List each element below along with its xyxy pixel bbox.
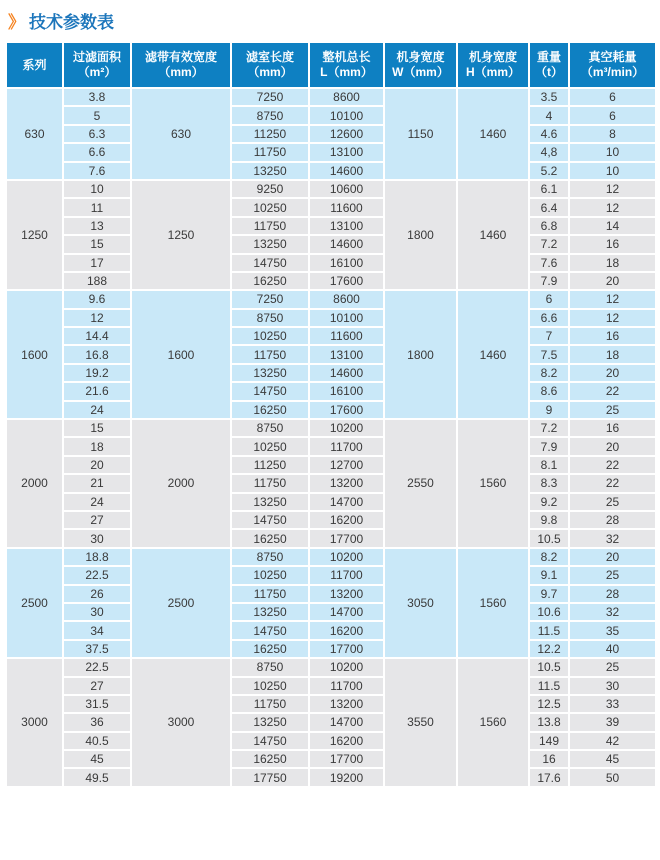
table-cell: 10200 bbox=[309, 658, 384, 676]
table-cell: 11750 bbox=[231, 585, 309, 603]
table-cell: 8.6 bbox=[529, 382, 569, 400]
table-row bbox=[6, 603, 656, 621]
table-row bbox=[6, 382, 656, 400]
table-row bbox=[6, 474, 656, 492]
table-cell: 11250 bbox=[231, 125, 309, 143]
table-cell: 25 bbox=[569, 493, 656, 511]
table-cell: 5 bbox=[63, 106, 131, 124]
table-cell: 7.5 bbox=[529, 345, 569, 363]
table-cell: 7.2 bbox=[529, 235, 569, 253]
table-cell: 11600 bbox=[309, 198, 384, 216]
table-cell: 18 bbox=[63, 437, 131, 455]
table-row bbox=[6, 493, 656, 511]
table-cell: 149 bbox=[529, 732, 569, 750]
table-cell: 10600 bbox=[309, 180, 384, 198]
table-cell: 17700 bbox=[309, 529, 384, 547]
table-cell: 9 bbox=[529, 401, 569, 419]
table-cell: 25 bbox=[569, 401, 656, 419]
table-cell: 15 bbox=[63, 235, 131, 253]
table-cell: 13250 bbox=[231, 162, 309, 180]
table-cell: 12 bbox=[569, 180, 656, 198]
table-cell: 10 bbox=[569, 143, 656, 161]
chevron-icon: 》 bbox=[8, 13, 23, 32]
table-cell: 14750 bbox=[231, 382, 309, 400]
table-cell: 14700 bbox=[309, 713, 384, 731]
table-row bbox=[6, 254, 656, 272]
table-cell: 13200 bbox=[309, 585, 384, 603]
header-row bbox=[6, 42, 656, 88]
table-cell: 26 bbox=[63, 585, 131, 603]
page-title bbox=[8, 8, 655, 33]
table-cell: 5.2 bbox=[529, 162, 569, 180]
table-cell: 16250 bbox=[231, 401, 309, 419]
table-cell: 11250 bbox=[231, 456, 309, 474]
table-row bbox=[6, 235, 656, 253]
table-cell: 17 bbox=[63, 254, 131, 272]
table-cell: 11750 bbox=[231, 695, 309, 713]
table-cell: 3550 bbox=[384, 658, 457, 787]
table-cell: 14.4 bbox=[63, 327, 131, 345]
table-row bbox=[6, 566, 656, 584]
column-header: 滤室长度 （mm） bbox=[231, 42, 309, 88]
table-cell: 7.2 bbox=[529, 419, 569, 437]
table-cell: 1250 bbox=[131, 180, 231, 290]
table-cell: 12 bbox=[63, 309, 131, 327]
table-cell: 14750 bbox=[231, 511, 309, 529]
table-cell: 14750 bbox=[231, 732, 309, 750]
table-cell: 13250 bbox=[231, 364, 309, 382]
table-cell: 6.4 bbox=[529, 198, 569, 216]
table-cell: 13100 bbox=[309, 143, 384, 161]
table-row bbox=[6, 419, 656, 437]
table-cell: 14700 bbox=[309, 493, 384, 511]
table-cell: 13250 bbox=[231, 603, 309, 621]
table-row bbox=[6, 713, 656, 731]
table-cell: 17.6 bbox=[529, 768, 569, 786]
table-cell: 1800 bbox=[384, 180, 457, 290]
table-cell: 1600 bbox=[6, 290, 63, 419]
table-cell: 8750 bbox=[231, 309, 309, 327]
table-cell: 8750 bbox=[231, 658, 309, 676]
table-cell: 10200 bbox=[309, 419, 384, 437]
column-header: 机身宽度 H（mm） bbox=[457, 42, 529, 88]
table-row bbox=[6, 456, 656, 474]
table-cell: 27 bbox=[63, 677, 131, 695]
table-cell: 14750 bbox=[231, 254, 309, 272]
table-cell: 40.5 bbox=[63, 732, 131, 750]
table-cell: 1250 bbox=[6, 180, 63, 290]
table-row bbox=[6, 677, 656, 695]
table-cell: 9.6 bbox=[63, 290, 131, 308]
table-cell: 2000 bbox=[131, 419, 231, 548]
table-row bbox=[6, 548, 656, 566]
table-cell: 7.6 bbox=[529, 254, 569, 272]
table-cell: 1460 bbox=[457, 180, 529, 290]
table-cell: 20 bbox=[569, 272, 656, 290]
table-cell: 9.8 bbox=[529, 511, 569, 529]
table-cell: 1460 bbox=[457, 290, 529, 419]
table-cell: 17700 bbox=[309, 640, 384, 658]
table-cell: 11750 bbox=[231, 345, 309, 363]
table-cell: 7 bbox=[529, 327, 569, 345]
table-cell: 1460 bbox=[457, 88, 529, 180]
table-cell: 13100 bbox=[309, 345, 384, 363]
table-cell: 14700 bbox=[309, 603, 384, 621]
table-cell: 16250 bbox=[231, 750, 309, 768]
column-header: 过滤面积 （m²） bbox=[63, 42, 131, 88]
table-cell: 12700 bbox=[309, 456, 384, 474]
table-cell: 10 bbox=[63, 180, 131, 198]
column-header: 重量 （t） bbox=[529, 42, 569, 88]
table-row bbox=[6, 640, 656, 658]
table-cell: 16 bbox=[529, 750, 569, 768]
table-row bbox=[6, 88, 656, 106]
table-cell: 1560 bbox=[457, 548, 529, 658]
table-cell: 36 bbox=[63, 713, 131, 731]
table-cell: 1560 bbox=[457, 658, 529, 787]
table-cell: 1800 bbox=[384, 290, 457, 419]
table-cell: 49.5 bbox=[63, 768, 131, 786]
table-cell: 16100 bbox=[309, 254, 384, 272]
table-cell: 13.8 bbox=[529, 713, 569, 731]
table-header bbox=[6, 42, 656, 88]
table-cell: 10250 bbox=[231, 566, 309, 584]
table-cell: 10250 bbox=[231, 437, 309, 455]
table-cell: 16100 bbox=[309, 382, 384, 400]
table-cell: 7250 bbox=[231, 88, 309, 106]
table-cell: 25 bbox=[569, 566, 656, 584]
table-cell: 20 bbox=[569, 548, 656, 566]
table-cell: 16 bbox=[569, 235, 656, 253]
table-cell: 4,8 bbox=[529, 143, 569, 161]
table-cell: 3.8 bbox=[63, 88, 131, 106]
table-cell: 3050 bbox=[384, 548, 457, 658]
table-cell: 6.6 bbox=[529, 309, 569, 327]
table-cell: 22.5 bbox=[63, 566, 131, 584]
table-cell: 6.1 bbox=[529, 180, 569, 198]
table-cell: 7.9 bbox=[529, 272, 569, 290]
table-cell: 10250 bbox=[231, 327, 309, 345]
table-cell: 11750 bbox=[231, 474, 309, 492]
table-cell: 6 bbox=[529, 290, 569, 308]
table-cell: 45 bbox=[63, 750, 131, 768]
table-cell: 9.2 bbox=[529, 493, 569, 511]
table-cell: 14600 bbox=[309, 162, 384, 180]
table-cell: 13250 bbox=[231, 493, 309, 511]
column-header: 机身宽度 W（mm） bbox=[384, 42, 457, 88]
table-cell: 30 bbox=[569, 677, 656, 695]
table-cell: 37.5 bbox=[63, 640, 131, 658]
column-header: 滤带有效宽度 （mm） bbox=[131, 42, 231, 88]
table-row bbox=[6, 345, 656, 363]
table-cell: 30 bbox=[63, 529, 131, 547]
table-cell: 1600 bbox=[131, 290, 231, 419]
table-cell: 12.5 bbox=[529, 695, 569, 713]
table-cell: 2550 bbox=[384, 419, 457, 548]
table-cell: 39 bbox=[569, 713, 656, 731]
table-cell: 18 bbox=[569, 345, 656, 363]
table-cell: 33 bbox=[569, 695, 656, 713]
table-cell: 8.2 bbox=[529, 364, 569, 382]
table-cell: 10200 bbox=[309, 548, 384, 566]
table-row bbox=[6, 272, 656, 290]
table-cell: 9250 bbox=[231, 180, 309, 198]
table-cell: 16250 bbox=[231, 640, 309, 658]
table-cell: 8600 bbox=[309, 290, 384, 308]
table-cell: 11700 bbox=[309, 437, 384, 455]
table-row bbox=[6, 143, 656, 161]
table-cell: 16200 bbox=[309, 511, 384, 529]
table-row bbox=[6, 529, 656, 547]
table-cell: 24 bbox=[63, 401, 131, 419]
table-cell: 42 bbox=[569, 732, 656, 750]
table-cell: 4.6 bbox=[529, 125, 569, 143]
table-cell: 13200 bbox=[309, 695, 384, 713]
table-row bbox=[6, 401, 656, 419]
table-cell: 31.5 bbox=[63, 695, 131, 713]
table-cell: 10100 bbox=[309, 309, 384, 327]
table-cell: 9.7 bbox=[529, 585, 569, 603]
table-cell: 6.6 bbox=[63, 143, 131, 161]
table-cell: 20 bbox=[569, 364, 656, 382]
table-cell: 11700 bbox=[309, 677, 384, 695]
table-row bbox=[6, 364, 656, 382]
table-cell: 32 bbox=[569, 603, 656, 621]
table-cell: 13200 bbox=[309, 474, 384, 492]
table-row bbox=[6, 585, 656, 603]
table-cell: 2500 bbox=[6, 548, 63, 658]
table-row bbox=[6, 106, 656, 124]
table-cell: 11700 bbox=[309, 566, 384, 584]
table-cell: 11750 bbox=[231, 217, 309, 235]
table-cell: 8 bbox=[569, 125, 656, 143]
column-header: 整机总长 L（mm） bbox=[309, 42, 384, 88]
table-cell: 4 bbox=[529, 106, 569, 124]
table-cell: 8750 bbox=[231, 419, 309, 437]
table-row bbox=[6, 768, 656, 786]
table-cell: 8600 bbox=[309, 88, 384, 106]
table-cell: 11750 bbox=[231, 143, 309, 161]
table-row bbox=[6, 327, 656, 345]
table-cell: 20 bbox=[569, 437, 656, 455]
table-cell: 630 bbox=[6, 88, 63, 180]
table-row bbox=[6, 511, 656, 529]
table-cell: 16250 bbox=[231, 529, 309, 547]
table-cell: 12600 bbox=[309, 125, 384, 143]
table-cell: 19200 bbox=[309, 768, 384, 786]
table-cell: 17750 bbox=[231, 768, 309, 786]
table-row bbox=[6, 309, 656, 327]
table-row bbox=[6, 658, 656, 676]
table-row bbox=[6, 437, 656, 455]
table-cell: 12 bbox=[569, 309, 656, 327]
table-cell: 2000 bbox=[6, 419, 63, 548]
table-cell: 10.6 bbox=[529, 603, 569, 621]
table-cell: 11 bbox=[63, 198, 131, 216]
table-row bbox=[6, 180, 656, 198]
table-row bbox=[6, 750, 656, 768]
table-cell: 8750 bbox=[231, 548, 309, 566]
table-cell: 8.2 bbox=[529, 548, 569, 566]
table-cell: 13250 bbox=[231, 235, 309, 253]
table-cell: 8.3 bbox=[529, 474, 569, 492]
table-cell: 27 bbox=[63, 511, 131, 529]
table-cell: 15 bbox=[63, 419, 131, 437]
table-cell: 35 bbox=[569, 621, 656, 639]
table-cell: 16 bbox=[569, 419, 656, 437]
table-cell: 16 bbox=[569, 327, 656, 345]
table-cell: 12 bbox=[569, 290, 656, 308]
table-cell: 21 bbox=[63, 474, 131, 492]
table-cell: 10.5 bbox=[529, 529, 569, 547]
table-row bbox=[6, 217, 656, 235]
table-cell: 188 bbox=[63, 272, 131, 290]
table-cell: 14600 bbox=[309, 235, 384, 253]
table-cell: 10250 bbox=[231, 198, 309, 216]
table-cell: 9.1 bbox=[529, 566, 569, 584]
table-cell: 2500 bbox=[131, 548, 231, 658]
table-cell: 3000 bbox=[131, 658, 231, 787]
table-cell: 40 bbox=[569, 640, 656, 658]
table-cell: 14 bbox=[569, 217, 656, 235]
table-row bbox=[6, 695, 656, 713]
table-cell: 19.2 bbox=[63, 364, 131, 382]
table-row bbox=[6, 732, 656, 750]
table-cell: 14600 bbox=[309, 364, 384, 382]
table-cell: 6.8 bbox=[529, 217, 569, 235]
table-cell: 32 bbox=[569, 529, 656, 547]
table-cell: 50 bbox=[569, 768, 656, 786]
table-row bbox=[6, 125, 656, 143]
table-cell: 1150 bbox=[384, 88, 457, 180]
table-cell: 13250 bbox=[231, 713, 309, 731]
table-cell: 8750 bbox=[231, 106, 309, 124]
table-cell: 34 bbox=[63, 621, 131, 639]
table-cell: 14750 bbox=[231, 621, 309, 639]
table-cell: 3.5 bbox=[529, 88, 569, 106]
table-cell: 3000 bbox=[6, 658, 63, 787]
table-cell: 1560 bbox=[457, 419, 529, 548]
table-cell: 12 bbox=[569, 198, 656, 216]
table-cell: 17700 bbox=[309, 750, 384, 768]
table-cell: 18 bbox=[569, 254, 656, 272]
table-cell: 10250 bbox=[231, 677, 309, 695]
table-cell: 11.5 bbox=[529, 677, 569, 695]
table-cell: 630 bbox=[131, 88, 231, 180]
page-title-text: 技术参数表 bbox=[29, 13, 114, 32]
table-cell: 21.6 bbox=[63, 382, 131, 400]
table-cell: 16250 bbox=[231, 272, 309, 290]
table-cell: 45 bbox=[569, 750, 656, 768]
table-cell: 22.5 bbox=[63, 658, 131, 676]
table-cell: 13100 bbox=[309, 217, 384, 235]
table-cell: 7.6 bbox=[63, 162, 131, 180]
table-cell: 18.8 bbox=[63, 548, 131, 566]
table-cell: 16200 bbox=[309, 621, 384, 639]
parameters-table bbox=[5, 41, 657, 788]
table-cell: 7250 bbox=[231, 290, 309, 308]
table-cell: 11600 bbox=[309, 327, 384, 345]
table-cell: 11.5 bbox=[529, 621, 569, 639]
table-body bbox=[6, 88, 656, 787]
column-header: 真空耗量 （m³/min） bbox=[569, 42, 656, 88]
table-cell: 8.1 bbox=[529, 456, 569, 474]
table-cell: 13 bbox=[63, 217, 131, 235]
table-row bbox=[6, 162, 656, 180]
table-cell: 28 bbox=[569, 585, 656, 603]
table-cell: 10 bbox=[569, 162, 656, 180]
column-header: 系列 bbox=[6, 42, 63, 88]
table-cell: 22 bbox=[569, 456, 656, 474]
table-cell: 7.9 bbox=[529, 437, 569, 455]
table-row bbox=[6, 198, 656, 216]
table-row bbox=[6, 621, 656, 639]
table-cell: 16200 bbox=[309, 732, 384, 750]
table-cell: 17600 bbox=[309, 401, 384, 419]
table-cell: 28 bbox=[569, 511, 656, 529]
table-cell: 12.2 bbox=[529, 640, 569, 658]
table-cell: 20 bbox=[63, 456, 131, 474]
table-cell: 6 bbox=[569, 88, 656, 106]
table-cell: 6 bbox=[569, 106, 656, 124]
table-cell: 24 bbox=[63, 493, 131, 511]
table-cell: 17600 bbox=[309, 272, 384, 290]
table-cell: 25 bbox=[569, 658, 656, 676]
table-cell: 6.3 bbox=[63, 125, 131, 143]
table-cell: 30 bbox=[63, 603, 131, 621]
table-cell: 16.8 bbox=[63, 345, 131, 363]
table-cell: 22 bbox=[569, 382, 656, 400]
table-cell: 22 bbox=[569, 474, 656, 492]
table-cell: 10100 bbox=[309, 106, 384, 124]
table-row bbox=[6, 290, 656, 308]
table-cell: 10.5 bbox=[529, 658, 569, 676]
